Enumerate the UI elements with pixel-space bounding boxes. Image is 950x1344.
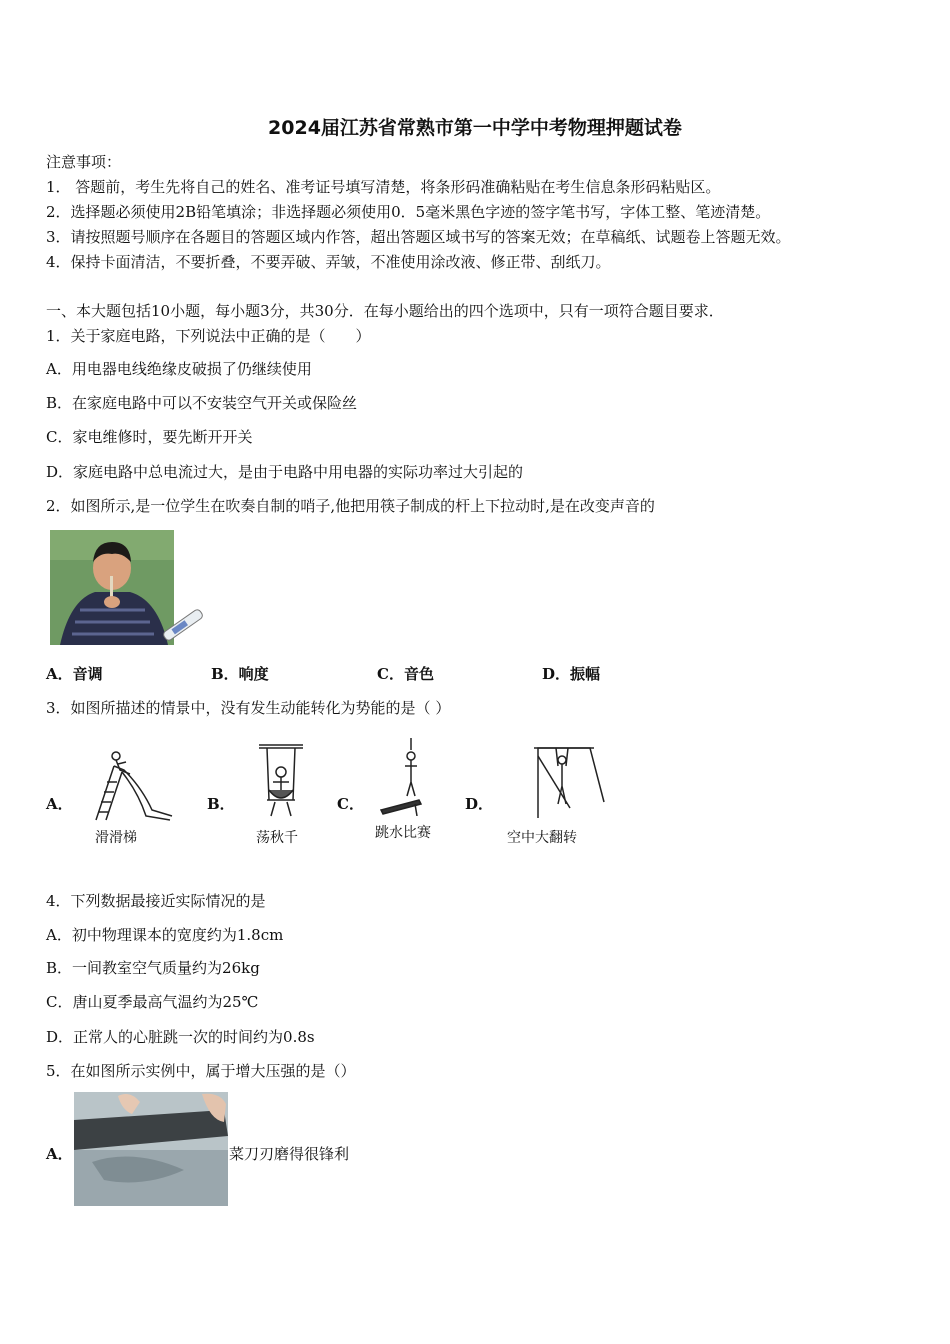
exam-title: 2024届江苏省常熟市第一中学中考物理押题试卷 <box>268 117 682 139</box>
question-3-option-d-label: D． <box>465 795 494 813</box>
question-4-stem: 4．下列数据最接近实际情况的是 <box>46 892 266 910</box>
question-2-option-b: B．响度 <box>211 665 269 683</box>
slide-icon <box>82 748 178 822</box>
question-1-option-a: A．用电器电线绝缘皮破损了仍继续使用 <box>46 360 312 378</box>
question-5-caption-a: 菜刀刃磨得很锋利 <box>229 1145 350 1163</box>
diving-icon <box>375 736 447 816</box>
swing-icon <box>255 742 307 822</box>
question-1-stem: 1．关于家庭电路，下列说法中正确的是（ ） <box>46 327 371 345</box>
question-3-option-b-label: B． <box>207 795 235 813</box>
notice-item: 1． 答题前，考生先将自己的姓名、准考证号填写清楚，将条形码准确粘贴在考生信息条形码粘贴区。 <box>46 178 721 196</box>
question-3-caption-c: 跳水比赛 <box>375 825 431 841</box>
section-heading: 一、本大题包括10小题，每小题3分，共30分．在每小题给出的四个选项中，只有一项符合题目要求． <box>46 302 724 320</box>
question-3-caption-b: 荡秋千 <box>256 830 298 846</box>
knife-sharpening-photo <box>74 1092 228 1206</box>
question-4-option-c: C．唐山夏季最高气温约为25℃ <box>46 993 259 1011</box>
question-3-stem: 3．如图所描述的情景中，没有发生动能转化为势能的是（ ） <box>46 699 451 717</box>
question-5-option-a-label: A． <box>46 1145 73 1163</box>
question-2-option-c: C．音色 <box>377 665 434 683</box>
notice-heading: 注意事项： <box>46 153 122 171</box>
question-2-option-d: D．振幅 <box>542 665 601 683</box>
whistle-student-photo <box>50 530 210 648</box>
question-4-option-b: B．一间教室空气质量约为26kg <box>46 959 260 977</box>
question-3-option-c-label: C． <box>337 795 364 813</box>
question-1-option-c: C．家电维修时，要先断开开关 <box>46 428 253 446</box>
question-1-option-b: B．在家庭电路中可以不安装空气开关或保险丝 <box>46 394 358 412</box>
question-2-option-a: A．音调 <box>46 665 103 683</box>
notice-item: 4．保持卡面清洁，不要折叠，不要弄破、弄皱，不准使用涂改液、修正带、刮纸刀。 <box>46 253 611 271</box>
question-3-caption-a: 滑滑梯 <box>95 830 137 846</box>
question-1-option-d: D．家庭电路中总电流过大，是由于电路中用电器的实际功率过大引起的 <box>46 463 524 481</box>
question-5-stem: 5．在如图所示实例中，属于增大压强的是（） <box>46 1062 356 1080</box>
question-2-stem: 2．如图所示,是一位学生在吹奏自制的哨子,他把用筷子制成的杆上下拉动时,是在改变声音的 <box>46 497 655 515</box>
question-4-option-d: D．正常人的心脏跳一次的时间约为0.8s <box>46 1028 315 1046</box>
notice-item: 2．选择题必须使用2B铅笔填涂；非选择题必须使用0．5毫米黑色字迹的签字笔书写，字体工整、笔迹清楚。 <box>46 203 771 221</box>
question-4-option-a: A．初中物理课本的宽度约为1.8cm <box>46 926 284 944</box>
question-3-option-a-label: A． <box>46 795 73 813</box>
notice-item: 3．请按照题号顺序在各题目的答题区域内作答，超出答题区域书写的答案无效；在草稿纸、试题卷上答题无效。 <box>46 228 791 246</box>
question-3-caption-d: 空中大翻转 <box>507 830 577 846</box>
horizontal-bar-icon <box>530 742 608 820</box>
